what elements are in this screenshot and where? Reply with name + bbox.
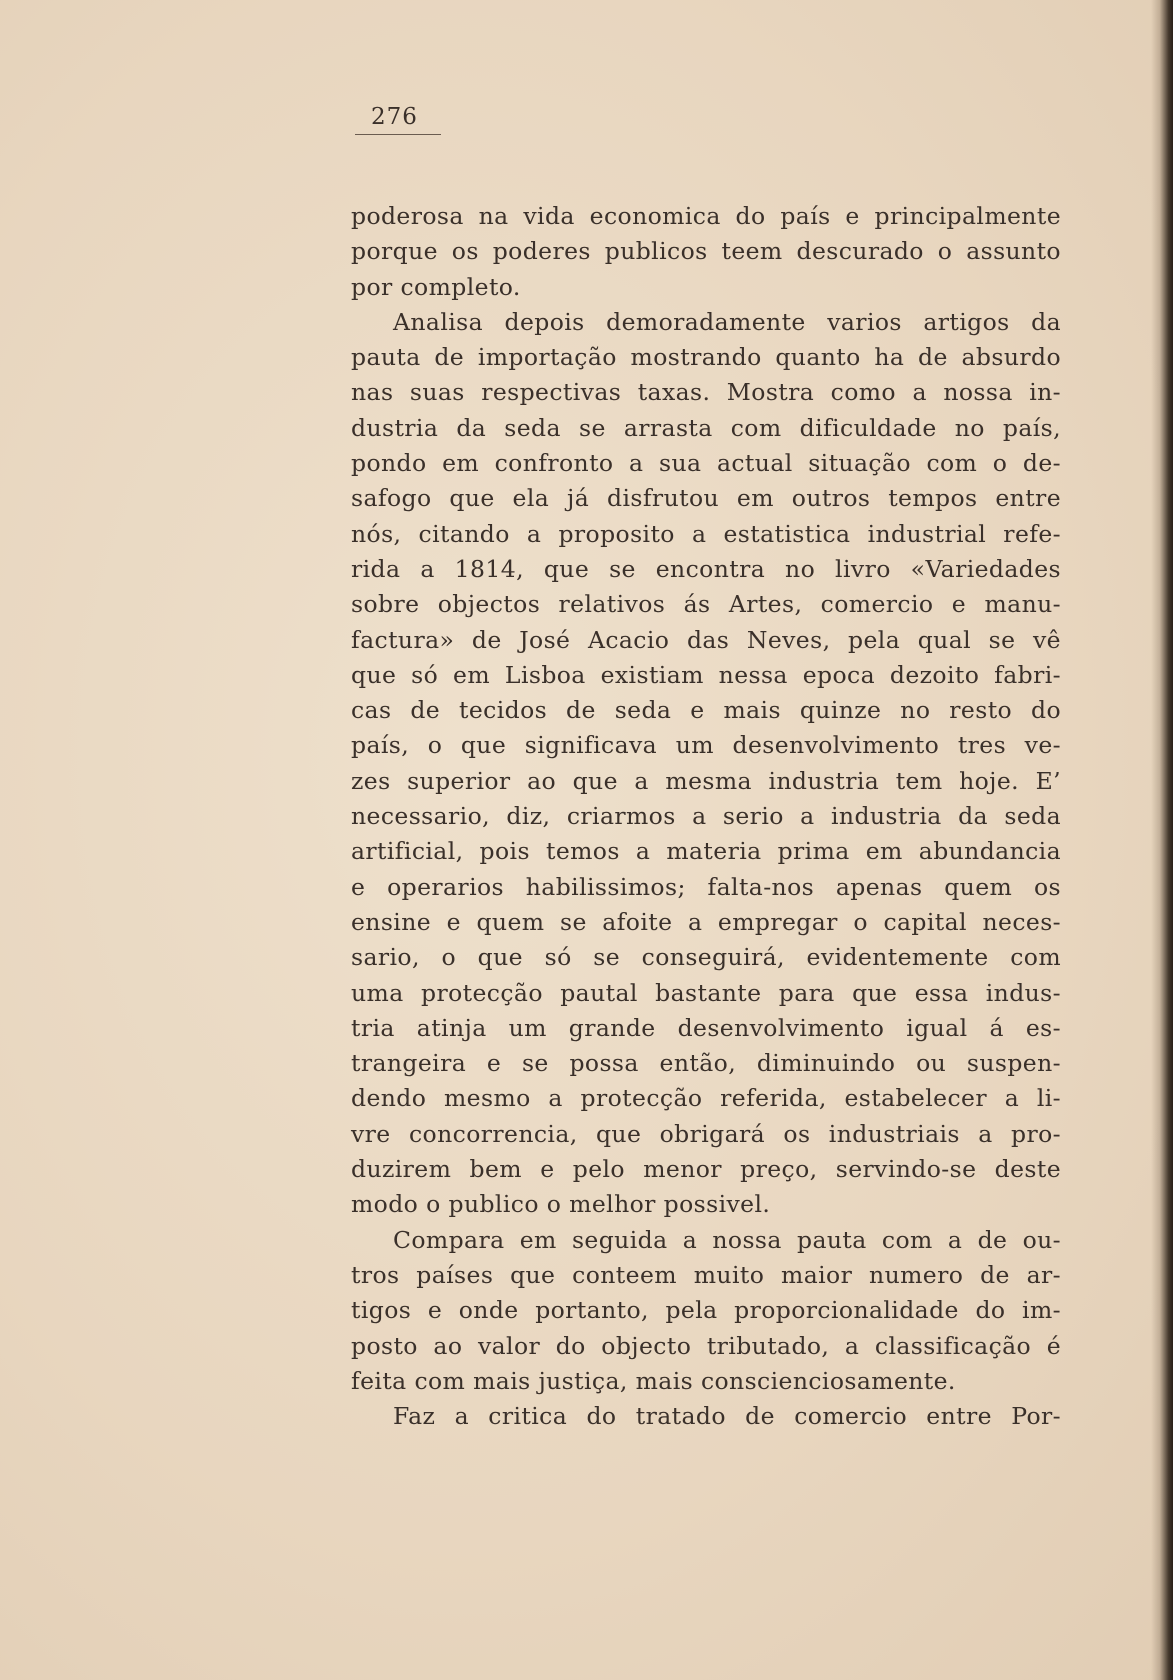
text-line: pauta de importação mostrando quanto ha de absurdo xyxy=(351,343,1061,372)
text-line: modo o publico o melhor possivel. xyxy=(351,1190,771,1219)
text-line: Faz a critica do tratado de comercio entre Por- xyxy=(393,1402,1061,1431)
text-line: safogo que ela já disfrutou em outros tempos entre xyxy=(351,484,1061,513)
text-line: pondo em confronto a sua actual situação com o de- xyxy=(351,449,1061,478)
body-text xyxy=(351,199,1061,1434)
text-line: necessario, diz, criarmos a serio a industria da seda xyxy=(351,802,1061,831)
text-line: tros países que conteem muito maior numero de ar- xyxy=(351,1260,1061,1289)
text-line: dustria da seda se arrasta com dificuldade no país, xyxy=(351,413,1061,442)
text-line: artificial, pois temos a materia prima em abundancia xyxy=(351,837,1061,866)
text-line: sobre objectos relativos ás Artes, comercio e manu- xyxy=(351,590,1061,619)
text-line: por completo. xyxy=(351,272,521,301)
text-line: e operarios habilissimos; falta-nos apenas quem os xyxy=(351,872,1061,901)
text-line: porque os poderes publicos teem descurado o assunto xyxy=(351,237,1061,266)
text-line: Compara em seguida a nossa pauta com a de ou- xyxy=(393,1225,1061,1254)
text-line: cas de tecidos de seda e mais quinze no resto do xyxy=(351,696,1061,725)
text-line: factura» de José Acacio das Neves, pela qual se vê xyxy=(351,625,1061,654)
text-line: poderosa na vida economica do país e principalmente xyxy=(351,202,1061,230)
page-number: 276 xyxy=(355,104,441,135)
text-line: ensine e quem se afoite a empregar o capital neces- xyxy=(351,907,1061,936)
text-line: Analisa depois demoradamente varios artigos da xyxy=(393,307,1061,336)
text-line: rida a 1814, que se encontra no livro «Variedades xyxy=(351,554,1061,583)
text-line: nós, citando a proposito a estatistica industrial refe- xyxy=(351,519,1061,548)
text-line: nas suas respectivas taxas. Mostra como a nossa in- xyxy=(351,378,1061,407)
text-line: dendo mesmo a protecção referida, estabelecer a li- xyxy=(351,1084,1061,1113)
text-line: país, o que significava um desenvolvimento tres ve- xyxy=(351,731,1061,760)
text-line: trangeira e se possa então, diminuindo ou suspen- xyxy=(351,1049,1061,1078)
text-line: duzirem bem e pelo menor preço, servindo-se deste xyxy=(351,1155,1061,1184)
text-line: tria atinja um grande desenvolvimento igual á es- xyxy=(351,1013,1061,1042)
text-line: uma protecção pautal bastante para que essa indus- xyxy=(351,978,1061,1007)
text-line: feita com mais justiça, mais conscienciosamente. xyxy=(351,1366,956,1395)
text-line: vre concorrencia, que obrigará os industriais a pro- xyxy=(351,1119,1061,1148)
text-line: posto ao valor do objecto tributado, a classificação é xyxy=(351,1331,1061,1360)
text-line: que só em Lisboa existiam nessa epoca dezoito fabri- xyxy=(351,660,1061,689)
text-line: sario, o que só se conseguirá, evidentemente com xyxy=(351,943,1061,972)
page-edge-shadow xyxy=(1151,0,1173,1680)
text-line: zes superior ao que a mesma industria tem hoje. E’ xyxy=(351,766,1061,795)
text-line: tigos e onde portanto, pela proporcionalidade do im- xyxy=(351,1296,1061,1325)
